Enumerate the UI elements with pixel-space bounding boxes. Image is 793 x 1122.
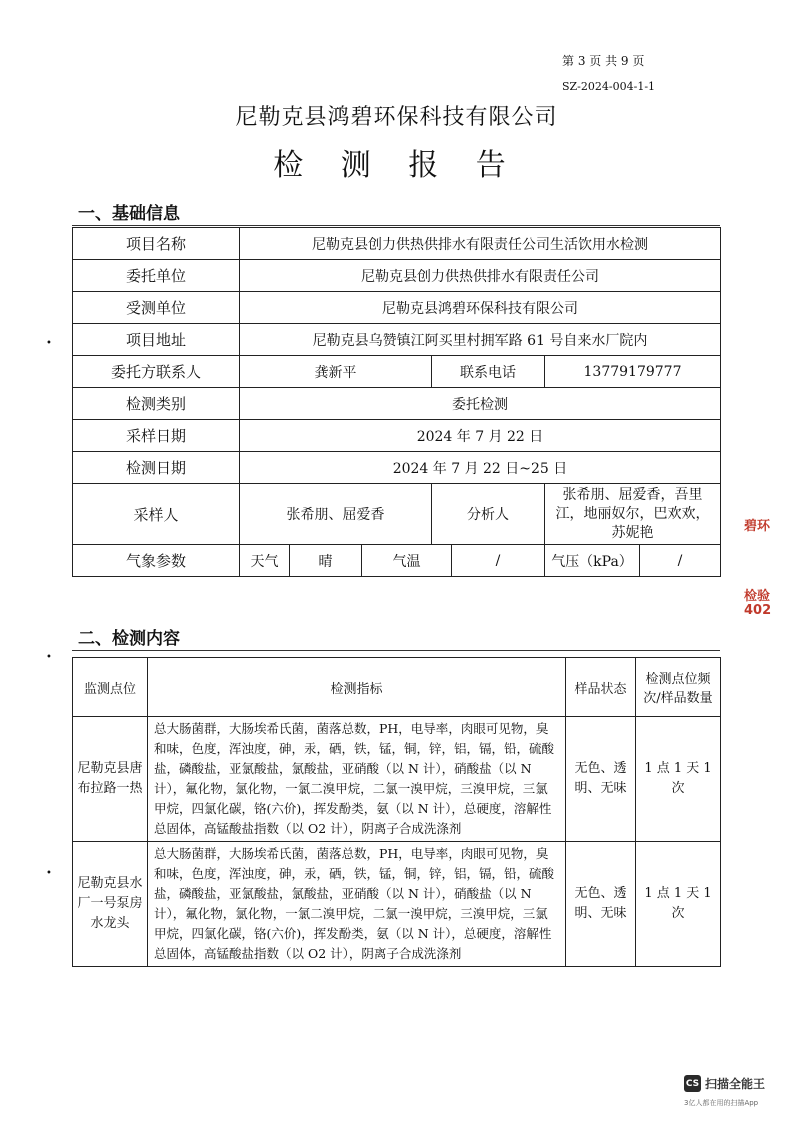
address-label: 项目地址: [73, 324, 240, 356]
margin-dot: •: [46, 652, 52, 663]
scanner-app-name: 扫描全能王: [705, 1077, 766, 1091]
basic-info-table: [72, 227, 721, 577]
project-name-label: 项目名称: [73, 228, 240, 260]
column-header-state: 样品状态: [566, 658, 636, 717]
contact-value: 龚新平: [240, 356, 432, 388]
camscanner-logo-icon: CS: [684, 1075, 701, 1092]
section-basic-info-title: 一、基础信息: [78, 204, 180, 224]
phone-value: 13779179777: [545, 356, 721, 388]
tested-unit-value: 尼勒克县鸿碧环保科技有限公司: [240, 292, 721, 324]
tested-unit-label: 受测单位: [73, 292, 240, 324]
weather-sky-label: 天气: [240, 545, 290, 577]
scanner-watermark: [684, 1075, 765, 1092]
report-title: 检 测 报 告: [273, 148, 520, 183]
row-testing-date: [73, 452, 721, 484]
sampler-label: 采样人: [73, 484, 240, 545]
row-category: [73, 388, 721, 420]
address-value: 尼勒克县乌赞镇江阿买里村拥军路 61 号自来水厂院内: [240, 324, 721, 356]
indicators-cell: 总大肠菌群，大肠埃希氏菌，菌落总数，PH，电导率，肉眼可见物，臭和味，色度，浑浊度，砷，汞，硒，铁，锰，铜，锌，铝，镉，铅，硫酸盐，磷酸盐，亚氯酸盐，氯酸盐，亚硝酸（以 N 计），硝酸盐（以 N 计），氟化物，氯化物，一氯二溴甲烷，二氯一溴甲烷，三溴甲烷，三氯甲烷，四氯化碳，铬(六价)，挥发酚类，氨（以 N 计），总硬度，溶解性总固体，高锰酸盐指数（以 O2 计），阴离子合成洗涤剂: [148, 717, 566, 842]
document-code: SZ-2024-004-1-1: [562, 80, 656, 93]
row-project-name: [73, 228, 721, 260]
pressure-label: 气压（kPa）: [545, 545, 640, 577]
site-cell: 尼勒克县水厂一号泵房水龙头: [73, 842, 148, 967]
margin-dot: •: [46, 338, 52, 349]
category-value: 委托检测: [240, 388, 721, 420]
temperature-label: 气温: [362, 545, 452, 577]
row-personnel: [73, 484, 721, 545]
page-number: 第 3 页 共 9 页: [562, 54, 645, 68]
section-content-title: 二、检测内容: [78, 629, 180, 649]
seal-stamp-fragment: 碧环: [744, 519, 771, 534]
category-label: 检测类别: [73, 388, 240, 420]
seal-stamp-fragment: 402: [744, 603, 772, 618]
testing-content-table: [72, 657, 721, 967]
column-header-site: 监测点位: [73, 658, 148, 717]
client-label: 委托单位: [73, 260, 240, 292]
section-divider: [72, 225, 720, 226]
indicators-cell: 总大肠菌群，大肠埃希氏菌，菌落总数，PH，电导率，肉眼可见物，臭和味，色度，浑浊度，砷，汞，硒，铁，锰，铜，锌，铝，镉，铅，硫酸盐，磷酸盐，亚氯酸盐，氯酸盐，亚硝酸（以 N 计），硝酸盐（以 N 计），氟化物，氯化物，一氯二溴甲烷，二氯一溴甲烷，三溴甲烷，三氯甲烷，四氯化碳，铬(六价)，挥发酚类，氨（以 N 计），总硬度，溶解性总固体，高锰酸盐指数（以 O2 计），阴离子合成洗涤剂: [148, 842, 566, 967]
contact-label: 委托方联系人: [73, 356, 240, 388]
frequency-cell: 1 点 1 天 1 次: [636, 717, 721, 842]
phone-label: 联系电话: [432, 356, 545, 388]
testing-date-value: 2024 年 7 月 22 日~25 日: [240, 452, 721, 484]
sampler-value: 张希朋、屈爱香: [240, 484, 432, 545]
analyst-value: 张希朋、屈爱香，吾里江，地丽奴尔，巴欢欢，苏妮艳: [545, 484, 721, 545]
content-header-row: [73, 658, 721, 717]
project-name-value: 尼勒克县创力供热供排水有限责任公司生活饮用水检测: [240, 228, 721, 260]
row-sampling-date: [73, 420, 721, 452]
temperature-value: /: [452, 545, 545, 577]
seal-stamp-fragment: 检验: [744, 589, 771, 604]
table-row: [73, 842, 721, 967]
sampling-date-label: 采样日期: [73, 420, 240, 452]
analyst-label: 分析人: [432, 484, 545, 545]
client-value: 尼勒克县创力供热供排水有限责任公司: [240, 260, 721, 292]
state-cell: 无色、透明、无味: [566, 717, 636, 842]
row-client: [73, 260, 721, 292]
testing-date-label: 检测日期: [73, 452, 240, 484]
column-header-frequency: 检测点位频次/样品数量: [636, 658, 721, 717]
sampling-date-value: 2024 年 7 月 22 日: [240, 420, 721, 452]
row-tested-unit: [73, 292, 721, 324]
frequency-cell: 1 点 1 天 1 次: [636, 842, 721, 967]
margin-dot: •: [46, 868, 52, 879]
pressure-value: /: [640, 545, 721, 577]
state-cell: 无色、透明、无味: [566, 842, 636, 967]
column-header-indicators: 检测指标: [148, 658, 566, 717]
table-row: [73, 717, 721, 842]
section-divider: [72, 650, 720, 651]
site-cell: 尼勒克县唐布拉路一热: [73, 717, 148, 842]
row-contact: [73, 356, 721, 388]
row-address: [73, 324, 721, 356]
weather-label: 气象参数: [73, 545, 240, 577]
row-weather: [73, 545, 721, 577]
company-name: 尼勒克县鸿碧环保科技有限公司: [235, 105, 558, 130]
scanner-tagline: 3亿人都在用的扫描App: [684, 1099, 759, 1107]
weather-sky-value: 晴: [290, 545, 362, 577]
